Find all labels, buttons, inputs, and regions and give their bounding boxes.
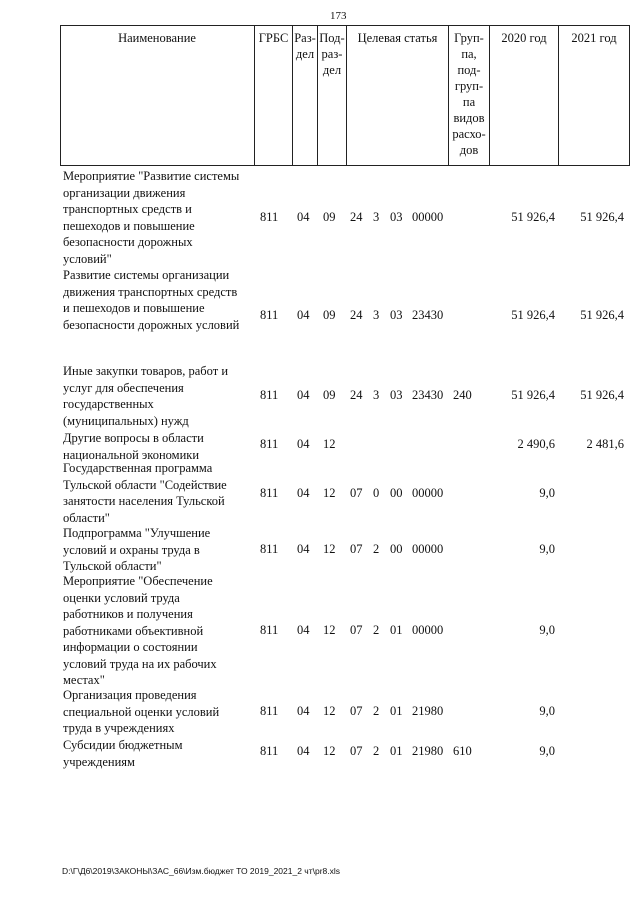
row-name: Подпрограмма "Улучшение условий и охраны труда в Тульской области" <box>63 526 211 573</box>
row-value-2020: 9,0 <box>539 704 555 718</box>
row-name: Государственная программа Тульской области "Содействие занятости населения Тульской области" <box>63 461 227 525</box>
row-name: Субсидии бюджетным учреждениям <box>63 738 183 769</box>
row-value-2021: 51 926,4 <box>580 388 624 402</box>
header-razdel: Раз- дел <box>294 31 316 61</box>
row-cs-subprogram: 2 <box>373 623 380 637</box>
row-value-2020: 51 926,4 <box>511 308 555 322</box>
row-grbs: 811 <box>260 623 279 637</box>
row-expense-type: 610 <box>453 744 472 758</box>
row-name: Иные закупки товаров, работ и услуг для обеспечения государственных (муниципальных) нужд <box>63 364 229 428</box>
header-grbs: ГРБС <box>258 31 289 45</box>
row-cs-program: 24 <box>350 388 363 402</box>
row-razdel: 04 <box>297 486 310 500</box>
row-podrazdel: 12 <box>323 437 336 451</box>
row-cs-event: 03 <box>390 210 403 224</box>
row-cs-event: 00 <box>390 542 403 556</box>
header-year-2020: 2020 год <box>501 31 547 45</box>
row-value-2021: 2 481,6 <box>586 437 624 451</box>
row-value-2020: 51 926,4 <box>511 210 555 224</box>
header-name: Наименование <box>118 31 196 45</box>
row-podrazdel: 12 <box>323 623 336 637</box>
header-year-2021: 2021 год <box>571 31 617 45</box>
row-cs-program: 07 <box>350 542 363 556</box>
row-name: Мероприятие "Развитие системы организации движения транспортных средств и пешеходов и повышение безопасности дорожных условий" <box>63 169 240 266</box>
row-name: Мероприятие "Обеспечение оценки условий труда работников и получения работниками объективной информации о состоянии условий труда на их рабочих местах" <box>63 574 217 687</box>
row-grbs: 811 <box>260 542 279 556</box>
row-cs-event: 01 <box>390 744 403 758</box>
row-cs-subprogram: 2 <box>373 542 380 556</box>
row-name: Другие вопросы в области национальной экономики <box>63 431 204 462</box>
row-cs-program: 07 <box>350 623 363 637</box>
row-razdel: 04 <box>297 437 310 451</box>
row-cs-event: 01 <box>390 704 403 718</box>
row-cs-direction: 00000 <box>412 486 444 500</box>
row-razdel: 04 <box>297 744 310 758</box>
row-cs-direction: 21980 <box>412 704 444 718</box>
row-cs-event: 00 <box>390 486 403 500</box>
row-cs-direction: 21980 <box>412 744 444 758</box>
row-value-2021: 51 926,4 <box>580 210 624 224</box>
row-razdel: 04 <box>297 210 310 224</box>
header-expense-group: Груп- па, под- груп- па видов расхо- дов <box>452 31 486 157</box>
page-number: 173 <box>330 10 347 22</box>
row-value-2020: 2 490,6 <box>517 437 555 451</box>
row-grbs: 811 <box>260 704 279 718</box>
row-cs-subprogram: 3 <box>373 210 380 224</box>
row-razdel: 04 <box>297 388 310 402</box>
row-grbs: 811 <box>260 437 279 451</box>
row-cs-program: 07 <box>350 744 363 758</box>
row-podrazdel: 09 <box>323 308 336 322</box>
header-podrazdel: Под- раз- дел <box>319 31 345 77</box>
row-cs-program: 07 <box>350 486 363 500</box>
row-cs-event: 03 <box>390 308 403 322</box>
row-podrazdel: 12 <box>323 542 336 556</box>
row-value-2020: 51 926,4 <box>511 388 555 402</box>
row-cs-event: 03 <box>390 388 403 402</box>
row-value-2020: 9,0 <box>539 623 555 637</box>
row-cs-program: 24 <box>350 308 363 322</box>
row-razdel: 04 <box>297 542 310 556</box>
row-grbs: 811 <box>260 486 279 500</box>
row-value-2020: 9,0 <box>539 542 555 556</box>
row-podrazdel: 12 <box>323 704 336 718</box>
row-grbs: 811 <box>260 744 279 758</box>
row-cs-event: 01 <box>390 623 403 637</box>
row-cs-subprogram: 2 <box>373 704 380 718</box>
row-cs-direction: 00000 <box>412 542 444 556</box>
row-grbs: 811 <box>260 308 279 322</box>
row-name: Развитие системы организации движения транспортных средств и пешеходов и повышение безопасности дорожных условий <box>63 268 240 332</box>
row-cs-subprogram: 3 <box>373 388 380 402</box>
row-podrazdel: 09 <box>323 210 336 224</box>
row-razdel: 04 <box>297 308 310 322</box>
row-grbs: 811 <box>260 210 279 224</box>
row-cs-direction: 23430 <box>412 308 444 322</box>
row-value-2020: 9,0 <box>539 744 555 758</box>
row-cs-subprogram: 2 <box>373 744 380 758</box>
row-value-2020: 9,0 <box>539 486 555 500</box>
row-value-2021: 51 926,4 <box>580 308 624 322</box>
row-cs-subprogram: 0 <box>373 486 380 500</box>
header-target-article: Целевая статья <box>357 31 438 45</box>
row-cs-program: 24 <box>350 210 363 224</box>
row-podrazdel: 09 <box>323 388 336 402</box>
row-expense-type: 240 <box>453 388 472 402</box>
row-cs-subprogram: 3 <box>373 308 380 322</box>
row-cs-direction: 00000 <box>412 210 444 224</box>
row-cs-direction: 00000 <box>412 623 444 637</box>
footer-file-path: D:\Г\Д6\2019\ЗАКОНЫ\ЗАС_66\Изм.бюджет ТО 2019_2021_2 чт\pr8.xls <box>62 866 341 876</box>
row-podrazdel: 12 <box>323 486 336 500</box>
row-cs-program: 07 <box>350 704 363 718</box>
row-grbs: 811 <box>260 388 279 402</box>
row-podrazdel: 12 <box>323 744 336 758</box>
row-razdel: 04 <box>297 704 310 718</box>
row-cs-direction: 23430 <box>412 388 444 402</box>
row-razdel: 04 <box>297 623 310 637</box>
row-name: Организация проведения специальной оценки условий труда в учреждениях <box>63 688 220 735</box>
